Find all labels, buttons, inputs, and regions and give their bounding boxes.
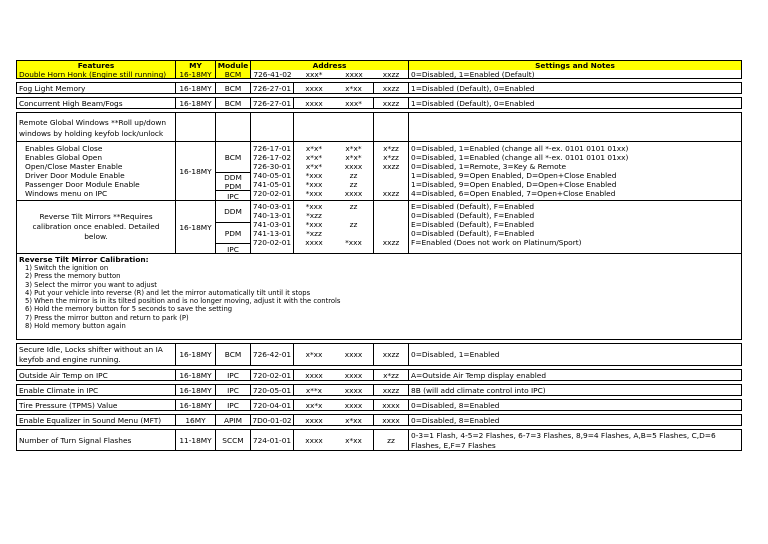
climate-module: IPC xyxy=(216,385,251,395)
turn-a3: zz xyxy=(374,430,409,450)
idle-module: BCM xyxy=(216,344,251,365)
tpms-module: IPC xyxy=(216,400,251,410)
turn-settings: 0-3=1 Flash, 4-5=2 Flashes, 6-7=3 Flashes, 8,9=4 Flashes, A,B=5 Flashes, C,D=6 Flashes, E,F=7 Flashes xyxy=(411,431,716,450)
remote-module-pdm: PDM xyxy=(216,182,250,191)
row-calibration xyxy=(16,254,742,340)
remote-feature: Enables Global Open xyxy=(25,153,103,162)
remote-a2-item: x*x* xyxy=(345,153,362,162)
remote-a1-item: x*x* xyxy=(305,153,323,162)
calibration-step: 8) Hold memory button again xyxy=(25,322,126,331)
tpms-my: 16-18MY xyxy=(176,400,216,410)
fog-feature: Fog Light Memory xyxy=(17,83,176,93)
equalizer-a2: x*xx xyxy=(334,415,374,425)
row-mirror-group xyxy=(16,201,742,254)
mirror-addr-item: 720-02-01 xyxy=(252,238,292,247)
mirror-a1-item: *xxx xyxy=(305,202,323,211)
highbeam-feature: Concurrent High Beam/Fogs xyxy=(17,98,176,108)
temp-a3: x*zz xyxy=(374,370,409,380)
remote-addr-item: 740-05-01 xyxy=(252,171,292,180)
remote-module-ipc: IPC xyxy=(227,191,239,200)
mirror-a2-item: zz xyxy=(349,220,358,229)
mirror-a3-item xyxy=(374,229,408,238)
fog-settings: 1=Disabled (Default), 0=Enabled xyxy=(411,83,535,93)
horn-my: 16-18MY xyxy=(179,70,212,78)
mirror-a2-item xyxy=(334,229,373,238)
mirror-setting: 0=Disabled (Default), F=Enabled xyxy=(411,211,535,220)
remote-addr-item: 726-17-01 xyxy=(252,144,292,153)
remote-setting: 4=Disabled, 6=Open Enabled, 7=Open+Close Enabled xyxy=(411,189,616,198)
mirror-a3-item: xxzz xyxy=(382,238,400,247)
row-highbeam xyxy=(16,97,742,109)
header-address-label: Address xyxy=(312,61,347,70)
equalizer-a3: xxxx xyxy=(374,415,409,425)
row-turn xyxy=(16,429,742,451)
calibration-step: 6) Hold the memory button for 5 seconds to save the setting xyxy=(25,305,233,314)
remote-setting: 0=Disabled, 1=Enabled (change all *-ex. 0101 0101 01xx) xyxy=(411,153,629,162)
row-equalizer xyxy=(16,414,742,426)
remote-a3-item xyxy=(374,171,408,180)
highbeam-addr: 726-27-01 xyxy=(251,98,294,108)
mirror-module-ddm: DDM xyxy=(216,201,250,223)
fog-a3: xxzz xyxy=(374,83,409,93)
calibration-step: 5) When the mirror is in its tilted position and is no longer moving, adjust it with the controls xyxy=(25,297,341,306)
remote-a2 xyxy=(334,142,374,200)
remote-addr-item: 726-30-01 xyxy=(252,162,292,171)
temp-a1: xxxx xyxy=(305,370,323,380)
calibration-step: 1) Switch the ignition on xyxy=(25,264,109,272)
turn-a2: x*xx xyxy=(334,430,374,450)
tpms-addr: 720-04-01 xyxy=(251,400,294,410)
mirror-setting: F=Enabled (Does not work on Platinum/Sport) xyxy=(411,238,582,247)
idle-a1: x*xx xyxy=(305,350,323,359)
equalizer-a1: xxxx xyxy=(305,415,323,425)
mirror-addr-item: 741-03-01 xyxy=(252,220,292,229)
remote-a3-item: xxzz xyxy=(382,189,400,198)
remote-feature: Driver Door Module Enable xyxy=(25,171,125,180)
remote-a2-item: xxxx xyxy=(344,162,363,171)
coding-table xyxy=(16,60,742,451)
temp-my: 16-18MY xyxy=(176,370,216,380)
idle-settings: 0=Disabled, 1=Enabled xyxy=(411,350,500,359)
header-settings xyxy=(409,61,741,78)
remote-setting: 0=Disabled, 1=Remote, 3=Key & Remote xyxy=(411,162,567,171)
remote-a2-item: zz xyxy=(349,171,358,180)
remote-settings xyxy=(409,142,741,200)
remote-a3-item: xxzz xyxy=(382,162,400,171)
temp-module: IPC xyxy=(216,370,251,380)
remote-a1 xyxy=(294,142,334,200)
remote-a3 xyxy=(374,142,409,200)
calibration-title: Reverse Tilt Mirror Calibration: xyxy=(19,255,149,264)
mirror-my: 16-18MY xyxy=(176,201,216,253)
remote-addr-item: 741-05-01 xyxy=(252,180,292,189)
climate-my: 16-18MY xyxy=(176,385,216,395)
mirror-a2-item xyxy=(334,211,373,220)
remote-a1-item: x*x* xyxy=(305,162,323,171)
remote-feature: Enables Global Close xyxy=(25,144,103,153)
remote-a1-item: *xxx xyxy=(305,189,323,198)
mirror-a1-item: xxxx xyxy=(305,238,323,247)
horn-feature: Double Horn Honk (Engine still running) xyxy=(19,70,167,78)
mirror-setting: E=Disabled (Default), F=Enabled xyxy=(411,220,535,229)
tpms-a3: xxxx xyxy=(374,400,409,410)
calibration-step: 2) Press the memory button xyxy=(25,272,121,281)
mirror-a3-item xyxy=(374,211,408,220)
remote-feature: Open/Close Master Enable xyxy=(25,162,123,171)
mirror-a1-item: *xzz xyxy=(306,229,322,238)
turn-my: 11-18MY xyxy=(176,430,216,450)
remote-feature: Windows menu on IPC xyxy=(25,189,108,198)
remote-title: Remote Global Windows **Roll up/down windows by holding keyfob lock/unlock xyxy=(17,113,176,141)
idle-addr: 726-42-01 xyxy=(251,344,294,365)
highbeam-a3: xxzz xyxy=(374,98,409,108)
mirror-modules xyxy=(216,201,251,253)
highbeam-settings: 1=Disabled (Default), 0=Enabled xyxy=(411,98,535,108)
mirror-setting: 0=Disabled (Default), F=Enabled xyxy=(411,229,535,238)
temp-addr: 720-02-01 xyxy=(251,370,294,380)
mirror-addr-item: 740-03-01 xyxy=(252,202,292,211)
highbeam-a2: xxx* xyxy=(334,98,374,108)
mirror-a3-item xyxy=(374,220,408,229)
idle-a2: xxxx xyxy=(334,344,374,365)
row-idle xyxy=(16,343,742,366)
header-module xyxy=(216,61,251,78)
mirror-a2-item: zz xyxy=(349,202,358,211)
remote-setting: 1=Disabled, 9=Open Enabled, D=Open+Close Enabled xyxy=(411,171,617,180)
climate-feature: Enable Climate in IPC xyxy=(17,385,176,395)
remote-a3-item xyxy=(374,180,408,189)
temp-feature: Outside Air Temp on IPC xyxy=(17,370,176,380)
mirror-feature: Reverse Tilt Mirrors **Requires calibration once enabled. Detailed below. xyxy=(17,201,176,253)
temp-a2: xxxx xyxy=(334,370,374,380)
climate-addr: 720-05-01 xyxy=(251,385,294,395)
equalizer-feature: Enable Equalizer in Sound Menu (MFT) xyxy=(17,415,176,425)
climate-settings: 8B (will add climate control into IPC) xyxy=(411,385,546,395)
row-fog xyxy=(16,82,742,94)
fog-my: 16-18MY xyxy=(176,83,216,93)
remote-addr-item: 720-02-01 xyxy=(252,189,292,198)
mirror-a2 xyxy=(334,201,374,253)
row-remote-title xyxy=(16,112,742,142)
header-my-label: MY xyxy=(189,61,202,70)
remote-a1-item: *xxx xyxy=(305,171,323,180)
header-row xyxy=(16,60,742,79)
mirror-a1-item: *xxx xyxy=(305,220,323,229)
header-module-label: Module xyxy=(217,61,249,70)
remote-addr-item: 726-17-02 xyxy=(252,153,292,162)
remote-a3-item: x*zz xyxy=(383,144,399,153)
header-features-label: Features xyxy=(77,61,115,70)
calibration-step: 3) Select the mirror you want to adjust xyxy=(25,280,157,289)
remote-modules xyxy=(216,142,251,200)
fog-a1: xxxx xyxy=(305,83,323,93)
remote-a2-item: xxxx xyxy=(344,189,363,198)
mirror-a3-item xyxy=(374,202,408,211)
turn-a1: xxxx xyxy=(305,435,323,445)
mirror-a3 xyxy=(374,201,409,253)
remote-setting: 1=Disabled, 9=Open Enabled, D=Open+Close Enabled xyxy=(411,180,617,189)
remote-module-ddm: DDM xyxy=(224,173,242,182)
header-settings-label: Settings and Notes xyxy=(535,61,615,70)
mirror-addr xyxy=(251,201,294,253)
turn-feature: Number of Turn Signal Flashes xyxy=(17,430,176,450)
turn-addr: 724-01-01 xyxy=(251,430,294,450)
horn-module: BCM xyxy=(224,70,242,78)
row-remote-group xyxy=(16,142,742,201)
highbeam-my: 16-18MY xyxy=(176,98,216,108)
mirror-module-ipc: IPC xyxy=(227,244,239,253)
horn-settings: 0=Disabled, 1=Enabled (Default) xyxy=(409,70,741,78)
climate-a3: xxzz xyxy=(374,385,409,395)
idle-feature: Secure Idle, Locks shifter without an IA keyfob and engine running. xyxy=(17,344,176,365)
remote-my: 16-18MY xyxy=(176,142,216,200)
row-tpms xyxy=(16,399,742,411)
remote-a2-item: zz xyxy=(349,180,358,189)
remote-a1-item: *xxx xyxy=(305,180,323,189)
row-temp xyxy=(16,369,742,381)
idle-my: 16-18MY xyxy=(176,344,216,365)
climate-a2: xxxx xyxy=(334,385,374,395)
tpms-settings: 0=Disabled, 8=Enabled xyxy=(411,400,500,410)
tpms-a1: xx*x xyxy=(305,400,323,410)
remote-a2-item: x*x* xyxy=(345,144,362,153)
mirror-a1 xyxy=(294,201,334,253)
mirror-addr-item: 740-13-01 xyxy=(252,211,292,220)
calibration-step: 4) Put your vehicle into reverse (R) and let the mirror automatically tilt until it stops xyxy=(25,288,311,297)
remote-addr xyxy=(251,142,294,200)
highbeam-module: BCM xyxy=(216,98,251,108)
remote-a3-item: x*zz xyxy=(383,153,399,162)
remote-a1-item: x*x* xyxy=(305,144,323,153)
mirror-addr-item: 741-13-01 xyxy=(252,229,292,238)
horn-a2: xxxx xyxy=(334,70,375,78)
mirror-a1-item: *xzz xyxy=(306,211,322,220)
temp-settings: A=Outside Air Temp display enabled xyxy=(411,370,547,380)
tpms-feature: Tire Pressure (TPMS) Value xyxy=(17,400,176,410)
remote-module-bcm: BCM xyxy=(216,142,250,173)
fog-a2: x*xx xyxy=(334,83,374,93)
climate-a1: x**x xyxy=(305,385,323,395)
turn-module: SCCM xyxy=(216,430,251,450)
row-climate xyxy=(16,384,742,396)
header-address xyxy=(251,61,409,78)
horn-a3: xxzz xyxy=(374,70,408,78)
horn-a1: xxx* xyxy=(294,70,334,78)
mirror-module-pdm: PDM xyxy=(216,223,250,244)
horn-addr: 726-41-02 xyxy=(251,70,295,78)
equalizer-settings: 0=Disabled, 8=Enabled xyxy=(411,415,500,425)
equalizer-addr: 7D0-01-02 xyxy=(251,415,294,425)
header-features xyxy=(17,61,176,78)
mirror-setting: E=Disabled (Default), F=Enabled xyxy=(411,202,535,211)
equalizer-my: 16MY xyxy=(176,415,216,425)
equalizer-module: APIM xyxy=(216,415,251,425)
highbeam-a1: xxxx xyxy=(305,98,323,108)
remote-features xyxy=(17,142,176,200)
fog-module: BCM xyxy=(216,83,251,93)
remote-setting: 0=Disabled, 1=Enabled (change all *-ex. 0101 0101 01xx) xyxy=(411,144,629,153)
calibration-step: 7) Press the mirror button and return to park (P) xyxy=(25,313,189,322)
tpms-a2: xxxx xyxy=(334,400,374,410)
mirror-a2-item: *xxx xyxy=(345,238,362,247)
remote-feature: Passenger Door Module Enable xyxy=(25,180,140,189)
mirror-settings xyxy=(409,201,741,253)
header-my xyxy=(176,61,216,78)
fog-addr: 726-27-01 xyxy=(251,83,294,93)
idle-a3: xxzz xyxy=(374,344,409,365)
